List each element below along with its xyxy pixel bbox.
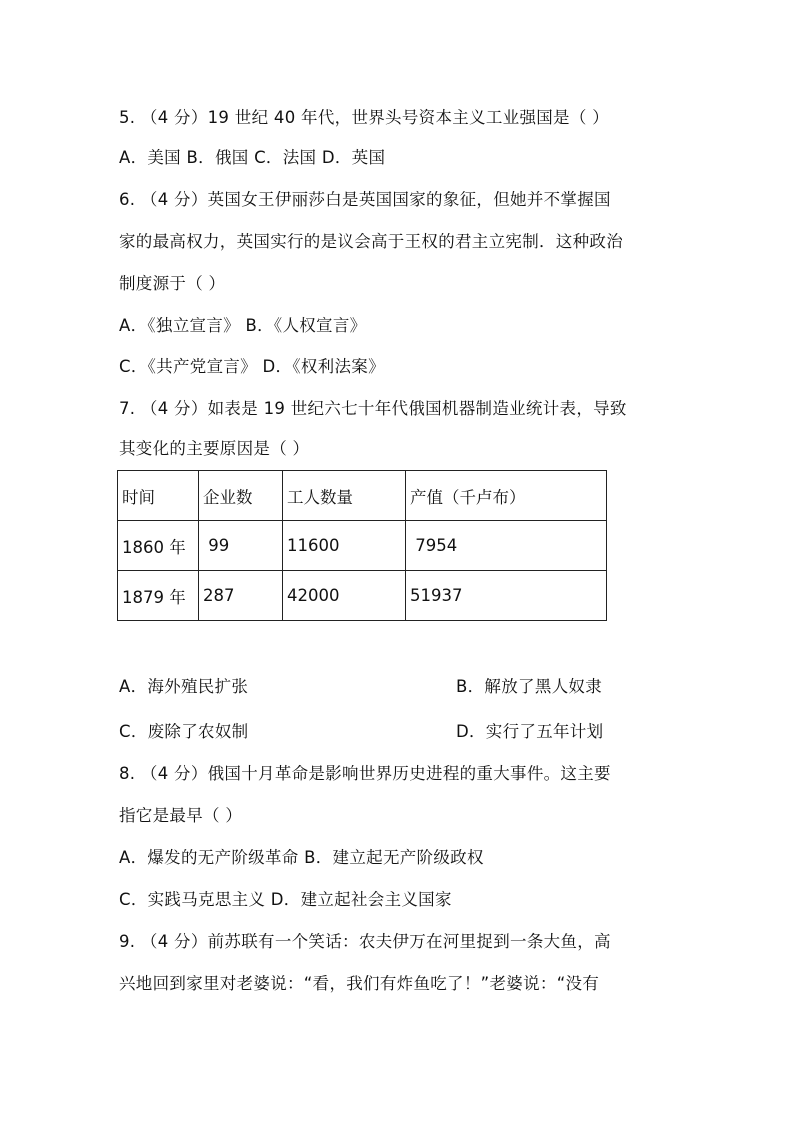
table-cell: 1879 年 (118, 571, 199, 621)
question-7-option-b: B．解放了黑人奴隶 (456, 677, 603, 696)
question-6-options-line-1: A．《独立宣言》 B．《人权宣言》 (119, 316, 367, 335)
table-cell: 99 (199, 521, 283, 571)
table-cell: 42000 (283, 571, 406, 621)
question-6-stem-line-3: 制度源于（ ） (119, 274, 226, 293)
question-7-option-d: D．实行了五年计划 (456, 722, 604, 741)
table-cell: 1860 年 (118, 521, 199, 571)
table-header-cell: 时间 (118, 471, 199, 521)
question-6-options-line-2: C．《共产党宣言》 D．《权利法案》 (119, 357, 385, 376)
question-7-stem-line-2: 其变化的主要原因是（ ） (119, 439, 310, 458)
question-7-stem-line-1: 7. （4 分）如表是 19 世纪六七十年代俄国机器制造业统计表，导致 (119, 399, 627, 418)
table-header-cell: 企业数 (199, 471, 283, 521)
table-header-row (118, 471, 607, 521)
question-8-options-line-2: C．实践马克思主义 D．建立起社会主义国家 (119, 890, 452, 909)
question-8-stem-line-1: 8. （4 分）俄国十月革命是影响世界历史进程的重大事件。这主要 (119, 764, 611, 783)
table-header-cell: 工人数量 (283, 471, 406, 521)
table-row (118, 571, 607, 621)
question-7-option-a: A．海外殖民扩张 (119, 677, 249, 696)
question-7-option-c: C．废除了农奴制 (119, 722, 249, 741)
table-header-cell: 产值（千卢布） (406, 471, 607, 521)
question-6-stem-line-2: 家的最高权力，英国实行的是议会高于王权的君主立宪制．这种政治 (119, 232, 623, 251)
table-cell: 7954 (406, 521, 607, 571)
question-5-options: A．美国 B．俄国 C．法国 D．英国 (119, 148, 386, 167)
question-5-stem: 5. （4 分）19 世纪 40 年代，世界头号资本主义工业强国是（ ） (119, 108, 610, 127)
table-row (118, 521, 607, 571)
question-9-stem-line-2: 兴地回到家里对老婆说：“看，我们有炸鱼吃了！”老婆说：“没有 (119, 974, 600, 993)
question-9-stem-line-1: 9. （4 分）前苏联有一个笑话：农夫伊万在河里捉到一条大鱼，高 (119, 932, 611, 951)
question-8-stem-line-2: 指它是最早（ ） (119, 806, 243, 825)
statistics-table (117, 470, 607, 621)
table-cell: 51937 (406, 571, 607, 621)
table-cell: 287 (199, 571, 283, 621)
table-cell: 11600 (283, 521, 406, 571)
question-8-options-line-1: A．爆发的无产阶级革命 B．建立起无产阶级政权 (119, 848, 484, 867)
question-6-stem-line-1: 6. （4 分）英国女王伊丽莎白是英国国家的象征，但她并不掌握国 (119, 190, 611, 209)
